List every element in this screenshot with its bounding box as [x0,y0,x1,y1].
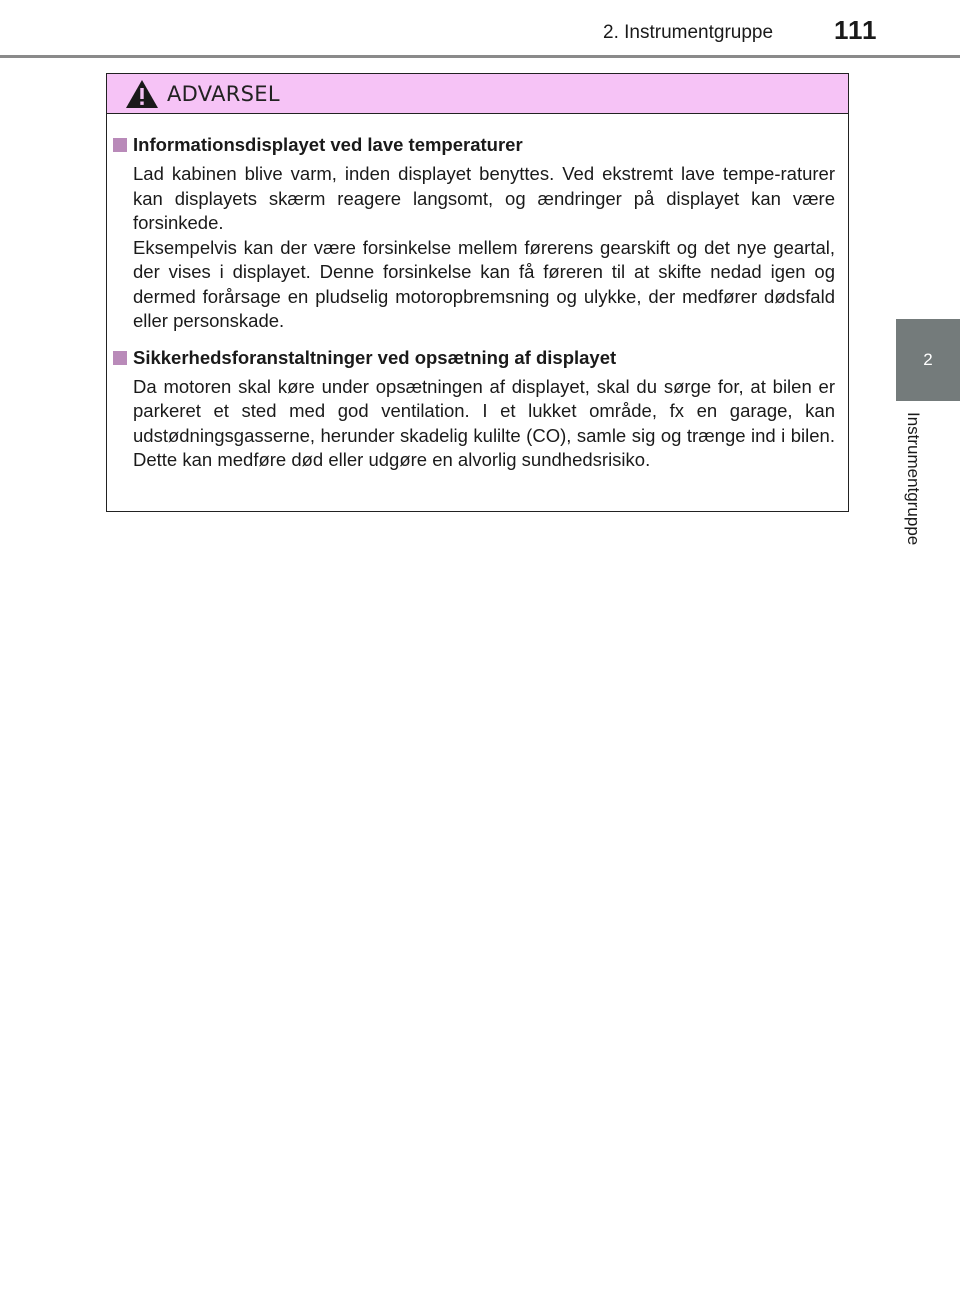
paragraph: Eksempelvis kan der være forsinkelse mellem førerens gearskift og det nye geartal, der vises i displayet. Denne forsinkelse kan få føreren til at skifte nedad igen og dermed forårsage en pludselig motoropbremsning og ulykke, der medfører dødsfald eller personskade. [133,236,835,331]
warning-body [107,114,848,473]
chapter-title: 2. Instrumentgruppe [603,22,774,43]
chapter-tab-number: 2 [923,350,933,369]
section-heading: Sikkerhedsforanstaltninger ved opsætning af displayet [133,346,617,368]
header-divider [0,55,960,58]
warning-title: ADVARSEL [167,81,280,106]
warning-box [106,73,849,512]
square-bullet-icon [113,138,127,152]
section-heading: Informationsdisplayet ved lave temperaturer [133,134,523,155]
paragraph: Da motoren skal køre under opsætningen af displayet, skal du sørge for, at bilen er parkeret et sted med god ventilation. I et lukket område, fx en garage, kan udstødningsgasserne, herunder skadelig kulilte (CO), samle sig og trænge ind i bilen. Dette kan medføre død eller udgøre en alvorlig sundhedsrisiko. [133,375,835,470]
warning-section-display-setup [113,346,835,473]
chapter-tab[interactable] [896,319,960,401]
page-number: 111 [834,15,878,45]
chapter-tab-label: Instrumentgruppe [904,412,923,546]
square-bullet-icon [113,351,127,365]
warning-section-low-temperatures [113,133,835,334]
paragraph: Lad kabinen blive varm, inden displayet benyttes. Ved ekstremt lave tempe-raturer kan displayets skærm reagere langsomt, og ændringer på displayet kan være forsinkede. [133,163,835,233]
warning-header [107,74,848,114]
warning-triangle-icon [125,79,159,109]
